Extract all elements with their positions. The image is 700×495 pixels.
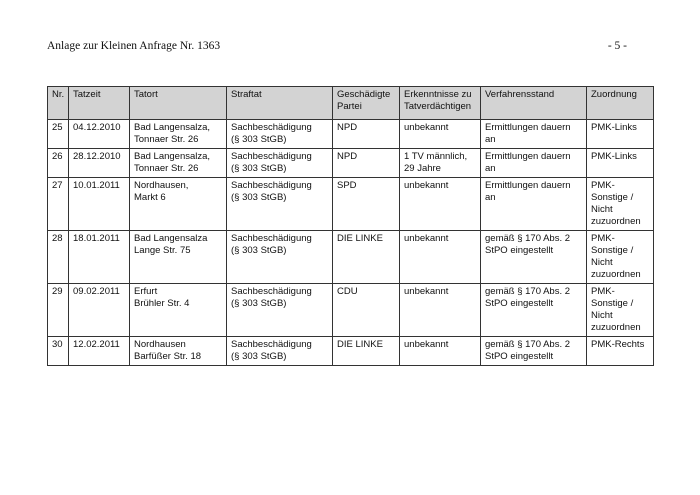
cell-erkenntnisse: unbekannt [400,231,481,284]
cell-tatort: Bad Langensalza, Tonnaer Str. 26 [130,120,227,149]
incident-table [47,86,654,366]
cell-partei: NPD [333,149,400,178]
column-header-tatzeit: Tatzeit [69,87,130,120]
cell-partei: CDU [333,284,400,337]
cell-tatzeit: 28.12.2010 [69,149,130,178]
column-header-zuordnung: Zuordnung [587,87,654,120]
table-row [48,284,654,337]
page-number: - 5 - [607,40,627,52]
column-header-tatort: Tatort [130,87,227,120]
cell-straftat: Sachbeschädigung (§ 303 StGB) [227,178,333,231]
cell-verfahrensstand: Ermittlungen dauern an [481,120,587,149]
cell-straftat: Sachbeschädigung (§ 303 StGB) [227,337,333,366]
cell-tatzeit: 10.01.2011 [69,178,130,231]
cell-tatort: Bad Langensalza, Tonnaer Str. 26 [130,149,227,178]
cell-nr: 30 [48,337,69,366]
cell-partei: DIE LINKE [333,337,400,366]
cell-erkenntnisse: unbekannt [400,120,481,149]
table-row [48,231,654,284]
cell-zuordnung: PMK- Sonstige / Nicht zuzuordnen [587,284,654,337]
cell-zuordnung: PMK-Rechts [587,337,654,366]
cell-verfahrensstand: gemäß § 170 Abs. 2 StPO eingestellt [481,284,587,337]
column-header-verfahrensstand: Verfahrensstand [481,87,587,120]
cell-tatort: Erfurt Brühler Str. 4 [130,284,227,337]
cell-zuordnung: PMK-Links [587,149,654,178]
cell-erkenntnisse: unbekannt [400,337,481,366]
cell-straftat: Sachbeschädigung (§ 303 StGB) [227,231,333,284]
cell-tatzeit: 04.12.2010 [69,120,130,149]
table-row [48,149,654,178]
cell-tatzeit: 12.02.2011 [69,337,130,366]
cell-straftat: Sachbeschädigung (§ 303 StGB) [227,284,333,337]
cell-nr: 26 [48,149,69,178]
table-row [48,337,654,366]
column-header-partei: Geschädigte Partei [333,87,400,120]
document-title: Anlage zur Kleinen Anfrage Nr. 1363 [47,40,221,52]
cell-partei: DIE LINKE [333,231,400,284]
page-header [47,40,627,56]
cell-tatzeit: 18.01.2011 [69,231,130,284]
cell-verfahrensstand: gemäß § 170 Abs. 2 StPO eingestellt [481,337,587,366]
cell-zuordnung: PMK-Links [587,120,654,149]
cell-nr: 25 [48,120,69,149]
column-header-straftat: Straftat [227,87,333,120]
table-row [48,178,654,231]
column-header-nr: Nr. [48,87,69,120]
cell-erkenntnisse: unbekannt [400,284,481,337]
cell-verfahrensstand: Ermittlungen dauern an [481,149,587,178]
table-row [48,120,654,149]
cell-zuordnung: PMK- Sonstige / Nicht zuzuordnen [587,231,654,284]
cell-nr: 28 [48,231,69,284]
cell-nr: 27 [48,178,69,231]
cell-partei: NPD [333,120,400,149]
cell-nr: 29 [48,284,69,337]
cell-verfahrensstand: Ermittlungen dauern an [481,178,587,231]
cell-tatort: Nordhausen Barfüßer Str. 18 [130,337,227,366]
column-header-erkenntnisse: Erkenntnisse zu Tatverdächtigen [400,87,481,120]
cell-erkenntnisse: 1 TV männlich, 29 Jahre [400,149,481,178]
cell-straftat: Sachbeschädigung (§ 303 StGB) [227,149,333,178]
cell-tatzeit: 09.02.2011 [69,284,130,337]
cell-tatort: Bad Langensalza Lange Str. 75 [130,231,227,284]
cell-zuordnung: PMK- Sonstige / Nicht zuzuordnen [587,178,654,231]
cell-straftat: Sachbeschädigung (§ 303 StGB) [227,120,333,149]
cell-tatort: Nordhausen, Markt 6 [130,178,227,231]
cell-verfahrensstand: gemäß § 170 Abs. 2 StPO eingestellt [481,231,587,284]
cell-partei: SPD [333,178,400,231]
cell-erkenntnisse: unbekannt [400,178,481,231]
table-header-row [48,87,654,120]
